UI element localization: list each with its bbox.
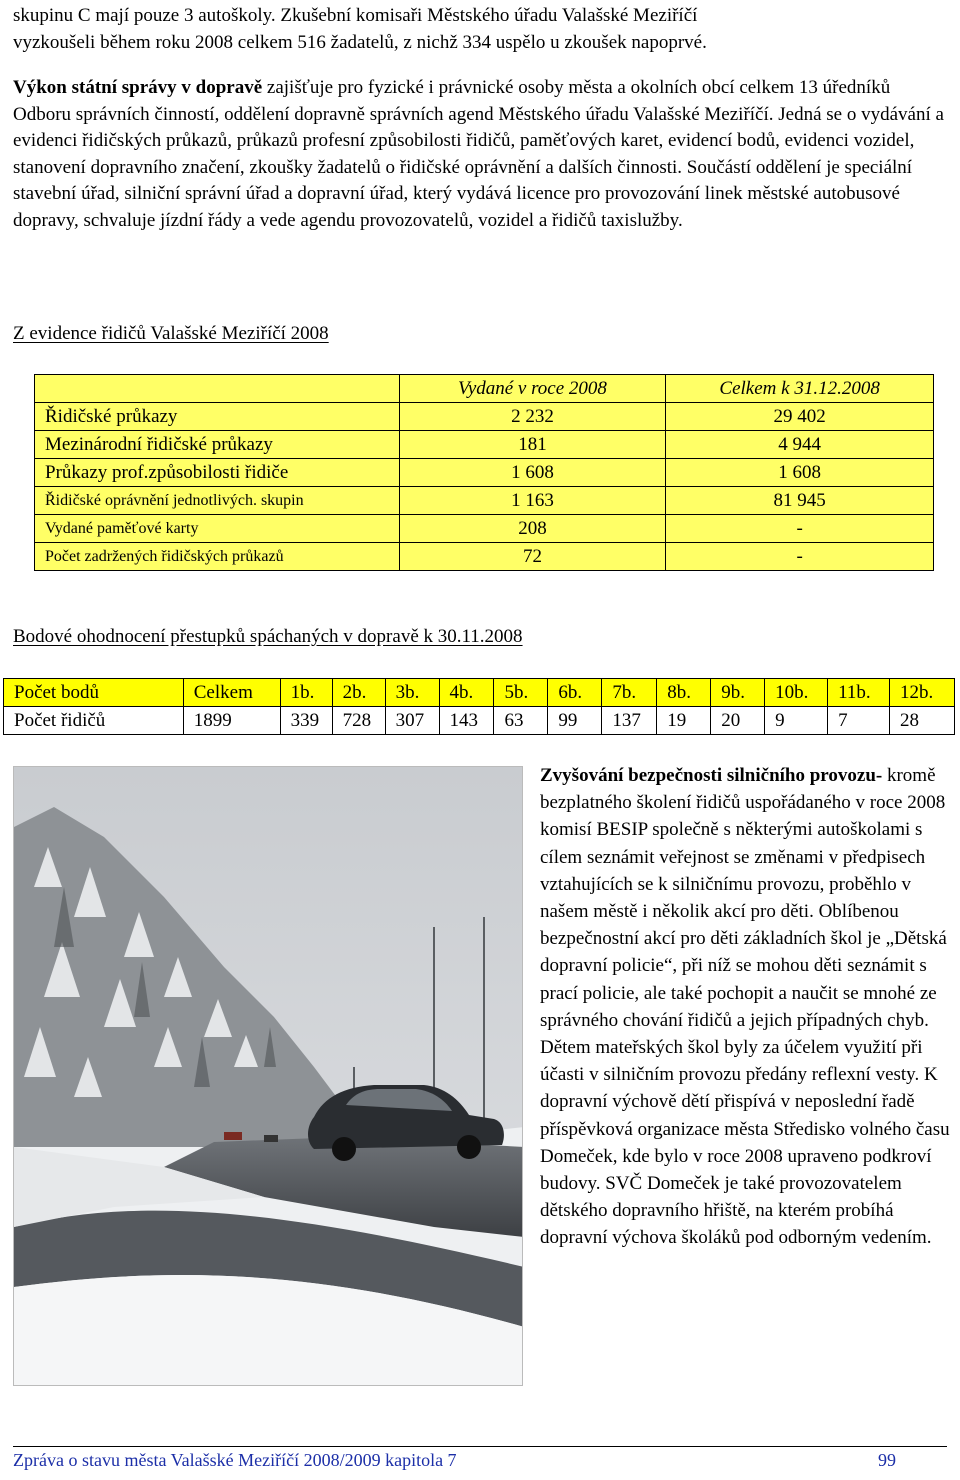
points-value-cell: 339 [280,707,332,735]
points-value-cell: 307 [385,707,439,735]
points-header-cell: Počet bodů [4,679,184,707]
row-issued: 208 [399,515,666,543]
license-header-label [35,375,400,403]
safety-paragraph [540,762,952,1252]
row-total: 4 944 [666,431,934,459]
points-header-row [4,679,955,707]
intro-line-2: vyzkoušeli během roku 2008 celkem 516 žadatelů, z nichž 334 uspělo u zkoušek napoprvé. [13,31,707,53]
points-header-cell: 7b. [602,679,657,707]
points-value-cell: 9 [765,707,828,735]
points-header-cell: 4b. [439,679,494,707]
points-header-cell: 10b. [765,679,828,707]
intro-line-1: skupinu C mají pouze 3 autoškoly. Zkušební komisaři Městského úřadu Valašské Meziříčí [13,5,698,26]
row-total: 1 608 [666,459,934,487]
points-header-cell: 11b. [828,679,890,707]
points-value-cell: 28 [890,707,955,735]
row-total: 81 945 [666,487,934,515]
points-value-cell: 19 [657,707,711,735]
safety-lead: Zvyšování bezpečnosti silničního provozu- [540,765,883,786]
points-header-cell: 12b. [890,679,955,707]
admin-body-a: zajišťuje pro fyzické i právnické osoby města a okolních obcí celkem 13 úředníků Odboru správních činností, oddělení dopravně správních agend Městského úřadu Valašské Meziříčí. [13,77,891,125]
row-total: 29 402 [666,403,934,431]
points-value-cell: 1899 [183,707,280,735]
points-value-cell: 63 [494,707,548,735]
table-row [35,431,934,459]
license-heading: Z evidence řidičů Valašské Meziříčí 2008 [13,323,329,344]
points-table [3,678,955,735]
admin-body-b: Jedná se o vydávání a evidenci řidičských průkazů, průkazů profesní způsobilosti řidičů, paměťových karet, evidencí bodů, evidenci vozidel, stanovení dopravního značení, zkoušky žadatelů o řidičské oprávnění a dalších činnosti. [13,103,944,178]
winter-road-photo [13,766,523,1386]
points-value-row [4,707,955,735]
points-header-cell: 6b. [548,679,602,707]
row-label: Počet zadržených řidičských průkazů [35,543,400,571]
points-value-cell: 137 [602,707,657,735]
row-issued: 1 608 [399,459,666,487]
row-label: Řidičské průkazy [35,403,400,431]
row-total: - [666,515,934,543]
points-header-cell: 2b. [332,679,385,707]
table-row [35,543,934,571]
footer-title: Zpráva o stavu města Valašské Meziříčí 2008/2009 kapitola 7 [13,1450,457,1470]
table-row [35,487,934,515]
points-header-cell: 5b. [494,679,548,707]
points-header-cell: 1b. [280,679,332,707]
points-value-cell: Počet řidičů [4,707,184,735]
points-header-cell: Celkem [183,679,280,707]
row-issued: 2 232 [399,403,666,431]
row-label: Mezinárodní řidičské průkazy [35,431,400,459]
row-issued: 181 [399,431,666,459]
license-header-total: Celkem k 31.12.2008 [666,375,934,403]
row-label: Průkazy prof.způsobilosti řidiče [35,459,400,487]
admin-paragraph [13,75,945,235]
admin-body-c: Součástí oddělení je speciální stavební úřad, silniční správní úřad a dopravní úřad, který vydává licence pro provozování linek městské autobusové dopravy, schvaluje jízdní řády a vede agendu provozovatelů, vozidel a řidičů taxislužby. [13,156,913,231]
license-table-header [35,375,934,403]
admin-lead: Výkon státní správy v dopravě [13,77,263,98]
footer-divider [13,1446,947,1447]
points-heading: Bodové ohodnocení přestupků spáchaných v dopravě k 30.11.2008 [13,626,523,647]
table-row [35,403,934,431]
row-label: Řidičské oprávnění jednotlivých. skupin [35,487,400,515]
row-issued: 1 163 [399,487,666,515]
license-header-issued: Vydané v roce 2008 [399,375,666,403]
row-label: Vydané paměťové karty [35,515,400,543]
row-issued: 72 [399,543,666,571]
license-table [34,374,934,571]
points-value-cell: 728 [332,707,385,735]
page-number: 99 [878,1450,896,1470]
intro-paragraph [13,3,953,56]
points-header-cell: 9b. [711,679,765,707]
points-value-cell: 20 [711,707,765,735]
row-total: - [666,543,934,571]
points-header-cell: 3b. [385,679,439,707]
points-header-cell: 8b. [657,679,711,707]
points-value-cell: 7 [828,707,890,735]
safety-body: kromě bezplatného školení řidičů uspořádaného v roce 2008 komisí BESIP společně s některými autoškolami s cílem seznámit veřejnost se změnami v předpisech vztahujících se k silničnímu provozu, proběhlo v našem městě i několik akcí pro děti. Oblíbenou bezpečnostní akcí pro děti základních škol je „Dětská dopravní policie“, při níž se mohou děti seznámit s prací policie, ale také pochopit a naučit se mnohé ze správného chování řidičů a jejich případných chyb. Dětem mateřských škol byly za účelem využití při účasti v silničním provozu předány reflexní vesty. K dopravní výchově dětí přispívá v neposlední řadě příspěvková organizace města Středisko volného času Domeček, kde bylo v roce 2008 upraveno podkroví budovy. SVČ Domeček je také provozovatelem dětského dopravního hřiště, na kterém probíhá dopravní výchova školáků pod odborným vedením. [540,765,950,1249]
table-row [35,515,934,543]
points-value-cell: 99 [548,707,602,735]
table-row [35,459,934,487]
points-value-cell: 143 [439,707,494,735]
